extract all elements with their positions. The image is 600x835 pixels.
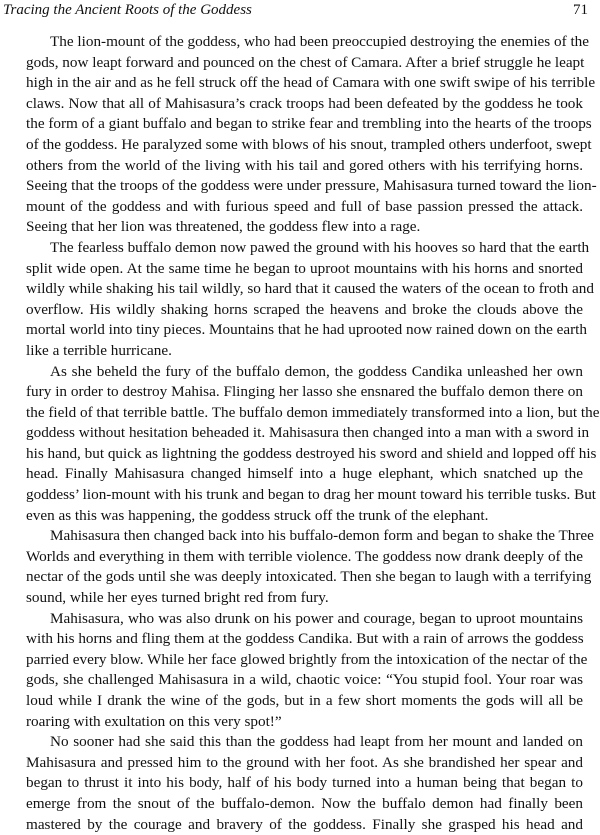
paragraph: [26, 732, 583, 835]
page-number: 71: [573, 2, 588, 18]
paragraph: [26, 238, 594, 362]
text-line: Seeing that her lion was threatened, the goddess flew into a rage.: [26, 218, 421, 236]
text-line: Mahisasura, who was also drunk on his power and courage, began to uproot mountains: [50, 609, 583, 627]
text-line: loud while I drank the wine of the gods, but in a few short moments the gods will all be: [26, 692, 583, 709]
text-line: Mahisasura and pressed him to the ground with her foot. As she brandished her spear and: [26, 753, 583, 771]
text-line: others from the world of the living with his tail and gored others with his terrifying horns.: [26, 156, 583, 174]
text-line: wildly while shaking his tail wildly, so hard that it caused the waters of the ocean to froth and: [26, 280, 594, 298]
text-line: the field of that terrible battle. The buffalo demon immediately transformed into a lion, but the: [26, 403, 600, 421]
body-text: [26, 32, 600, 835]
text-line: fury in order to destroy Mahisa. Flinging her lasso she ensnared the buffalo demon there on: [26, 383, 583, 401]
text-line: high in the air and as he fell struck off the head of Camara with one swift swipe of his terrible: [26, 74, 596, 92]
text-line: No sooner had she said this than the goddess had leapt from her mount and landed on: [50, 733, 583, 751]
paragraph: [26, 32, 597, 238]
text-line: The fearless buffalo demon now pawed the ground with his hooves so hard that the earth: [50, 238, 590, 256]
text-line: As she beheld the fury of the buffalo demon, the goddess Candika unleashed her own: [50, 362, 583, 380]
text-line: Seeing that the troops of the goddess were under pressure, Mahisasura turned toward the lion-: [26, 177, 597, 195]
text-line: roaring with exultation on this very spot!”: [26, 712, 282, 730]
running-header: [3, 2, 588, 22]
text-line: of the goddess. He paralyzed some with blows of his snout, trampled others underfoot, swept: [26, 135, 592, 153]
text-line: head. Finally Mahisasura changed himself into a huge elephant, which snatched up the: [26, 465, 583, 483]
text-line: Worlds and everything in them with terrible violence. The goddess now drank deeply of the: [26, 547, 583, 565]
text-line: goddess without hesitation beheaded it. Mahisasura then changed into a man with a sword in: [26, 424, 590, 442]
text-line: emerge from the snout of the buffalo-demon. Now the buffalo demon had finally been: [26, 794, 583, 812]
paragraph: [26, 609, 588, 733]
text-line: claws. Now that all of Mahisasura’s crack troops had been defeated by the goddess he took: [26, 94, 583, 112]
text-line: mortal world into tiny pieces. Mountains that he had uprooted now rained down on the earth: [26, 321, 587, 339]
text-line: the form of a giant buffalo and began to strike fear and trembling into the hearts of the troops: [26, 115, 592, 133]
text-line: began to thrust it into his body, half of his body turned into a human being that began to: [26, 774, 583, 792]
text-line: gods, now leapt forward and pounced on the chest of Camara. After a brief struggle he leapt: [26, 53, 585, 71]
text-line: split wide open. At the same time he began to uproot mountains with his horns and snorted: [26, 259, 583, 277]
text-line: mount of the goddess and with furious speed and full of base passion pressed the attack.: [26, 197, 583, 215]
running-title: Tracing the Ancient Roots of the Goddess: [3, 2, 252, 18]
text-line: goddess’ lion-mount with his trunk and began to drag her mount toward his terrible tusks. But: [26, 486, 597, 504]
paragraph: [26, 362, 600, 527]
text-line: overflow. His wildly shaking horns scraped the heavens and broke the clouds above the: [26, 300, 583, 318]
paragraph: [26, 526, 594, 608]
text-line: like a terrible hurricane.: [26, 341, 172, 359]
text-line: mastered by the courage and bravery of the goddess. Finally she grasped his head and: [26, 815, 583, 833]
text-line: even as this was happening, the goddess struck off the trunk of the elephant.: [26, 506, 489, 524]
text-line: Mahisasura then changed back into his buffalo-demon form and began to shake the Three: [50, 527, 594, 545]
text-line: nectar of the gods until she was deeply intoxicated. Then she began to laugh with a terrifying: [26, 568, 592, 586]
text-line: his hand, but quick as lightning the goddess destroyed his sword and shield and lopped off his: [26, 444, 597, 462]
text-line: gods, she challenged Mahisasura in a wild, chaotic voice: “You stupid fool. Your roar was: [26, 671, 583, 689]
text-line: parried every blow. While her face glowed brightly from the intoxication of the nectar of the: [26, 650, 588, 668]
text-line: The lion-mount of the goddess, who had been preoccupied destroying the enemies of the: [50, 33, 590, 50]
text-line: with his horns and fling them at the goddess Candika. But with a rain of arrows the goddess: [26, 630, 584, 648]
text-line: sound, while her eyes turned bright red from fury.: [26, 589, 329, 607]
